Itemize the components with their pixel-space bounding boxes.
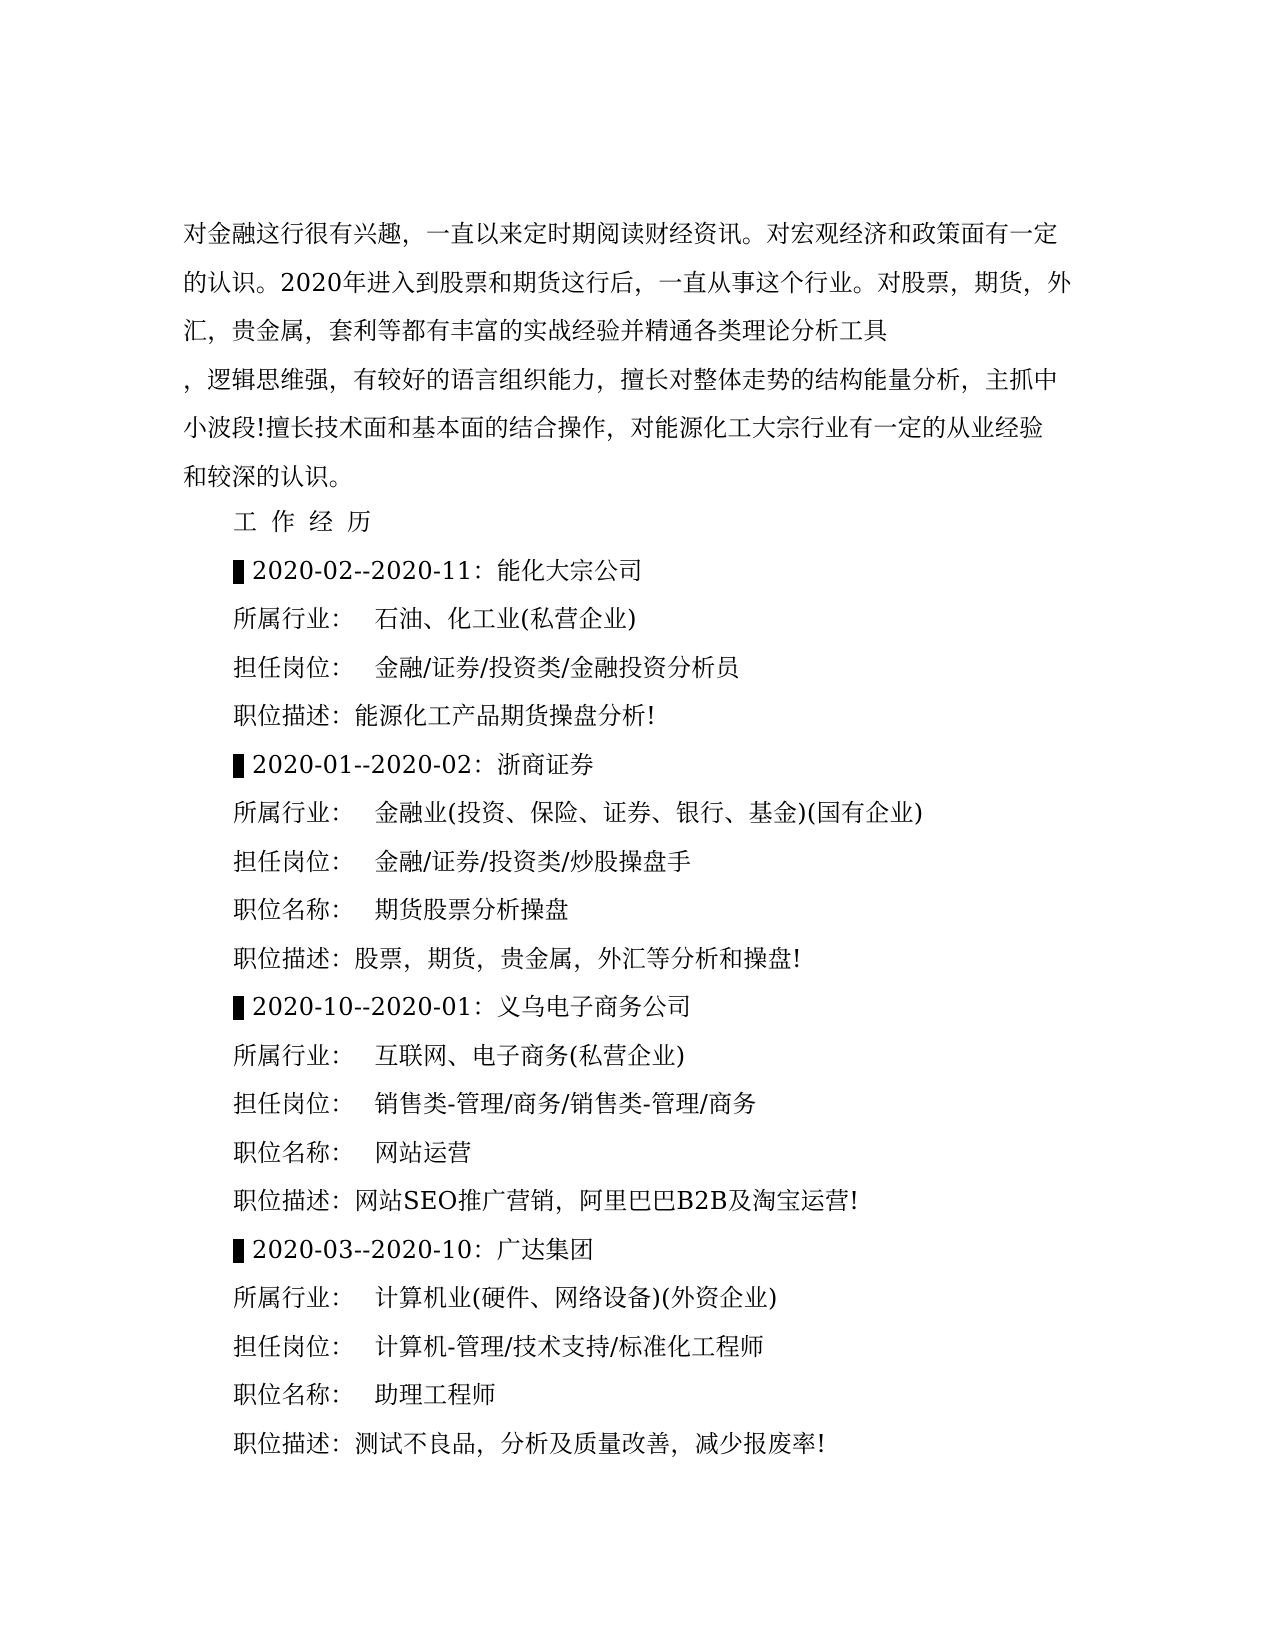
- job-title-row: [233, 886, 1083, 935]
- position-label: 担任岗位：: [233, 1090, 355, 1118]
- industry-label: 所属行业：: [233, 1284, 355, 1312]
- title-value: 期货股票分析操盘: [374, 896, 569, 924]
- position-value: 金融/证券/投资类/炒股操盘手: [374, 847, 692, 876]
- title-value: 助理工程师: [374, 1381, 496, 1409]
- job-description-row: [233, 1177, 1083, 1226]
- industry-label: 所属行业：: [233, 799, 355, 827]
- industry-label: 所属行业：: [233, 1041, 355, 1070]
- industry-value: 计算机业(硬件、网络设备)(外资企业): [374, 1284, 778, 1312]
- description-label: 职位描述：: [233, 1429, 355, 1458]
- intro-line: 汇，贵金属，套利等都有丰富的实战经验并精通各类理论分析工具: [183, 317, 888, 345]
- job-industry-row: [233, 1032, 1083, 1081]
- job-title-row: [233, 1371, 1083, 1420]
- title-label: 职位名称：: [233, 1138, 355, 1167]
- job-position-row: [233, 1323, 1083, 1372]
- job-header-text: 2020-02--2020-11：能化大宗公司: [252, 556, 643, 585]
- job-header: [233, 741, 1083, 790]
- work-experience-section: [233, 498, 1083, 1468]
- job-industry-row: [233, 595, 1083, 644]
- position-value: 金融/证券/投资类/金融投资分析员: [374, 653, 740, 682]
- job-header-text: 2020-03--2020-10：广达集团: [252, 1235, 594, 1264]
- intro-paragraph: [183, 210, 1083, 501]
- job-title-row: [233, 1129, 1083, 1178]
- job-description-row: [233, 935, 1083, 984]
- intro-line: 对金融这行很有兴趣，一直以来定时期阅读财经资讯。对宏观经济和政策面有一定: [183, 220, 1058, 248]
- job-description-row: [233, 1420, 1083, 1469]
- description-value: 能源化工产品期货操盘分析!: [354, 702, 657, 730]
- job-position-row: [233, 1080, 1083, 1129]
- job-header: [233, 983, 1083, 1032]
- job-header: [233, 547, 1083, 596]
- industry-value: 金融业(投资、保险、证券、银行、基金)(国有企业): [374, 799, 924, 827]
- bullet-icon: [233, 996, 244, 1020]
- bullet-icon: [233, 1239, 244, 1263]
- description-label: 职位描述：: [233, 1187, 355, 1215]
- description-value: 股票，期货，贵金属，外汇等分析和操盘!: [354, 944, 802, 973]
- job-header: [233, 1226, 1083, 1275]
- description-label: 职位描述：: [233, 702, 355, 730]
- position-value: 计算机-管理/技术支持/标准化工程师: [374, 1332, 765, 1361]
- position-value: 销售类-管理/商务/销售类-管理/商务: [374, 1090, 757, 1118]
- description-label: 职位描述：: [233, 944, 355, 973]
- description-value: 测试不良品，分析及质量改善，减少报废率!: [354, 1429, 827, 1458]
- intro-line: 和较深的认识。: [183, 462, 354, 491]
- job-industry-row: [233, 1274, 1083, 1323]
- position-label: 担任岗位：: [233, 653, 355, 682]
- job-description-row: [233, 692, 1083, 741]
- job-header-text: 2020-01--2020-02：浙商证券: [252, 750, 594, 779]
- job-position-row: [233, 838, 1083, 887]
- title-label: 职位名称：: [233, 1381, 355, 1409]
- description-value: 网站SEO推广营销，阿里巴巴B2B及淘宝运营!: [354, 1187, 860, 1215]
- intro-line: ，逻辑思维强，有较好的语言组织能力，擅长对整体走势的结构能量分析，主抓中: [183, 365, 1058, 394]
- title-value: 网站运营: [374, 1138, 472, 1167]
- section-title: 工作经历: [233, 508, 385, 536]
- position-label: 担任岗位：: [233, 1332, 355, 1361]
- industry-value: 互联网、电子商务(私营企业): [374, 1041, 686, 1070]
- industry-value: 石油、化工业(私营企业): [374, 605, 637, 633]
- bullet-icon: [233, 560, 244, 584]
- title-label: 职位名称：: [233, 896, 355, 924]
- position-label: 担任岗位：: [233, 847, 355, 876]
- job-header-text: 2020-10--2020-01：义乌电子商务公司: [252, 993, 692, 1021]
- intro-line: 小波段!擅长技术面和基本面的结合操作，对能源化工大宗行业有一定的从业经验: [183, 414, 1044, 442]
- industry-label: 所属行业：: [233, 605, 355, 633]
- job-position-row: [233, 644, 1083, 693]
- bullet-icon: [233, 754, 244, 778]
- intro-line: 的认识。2020年进入到股票和期货这行后，一直从事这个行业。对股票，期货，外: [183, 268, 1072, 297]
- job-industry-row: [233, 789, 1083, 838]
